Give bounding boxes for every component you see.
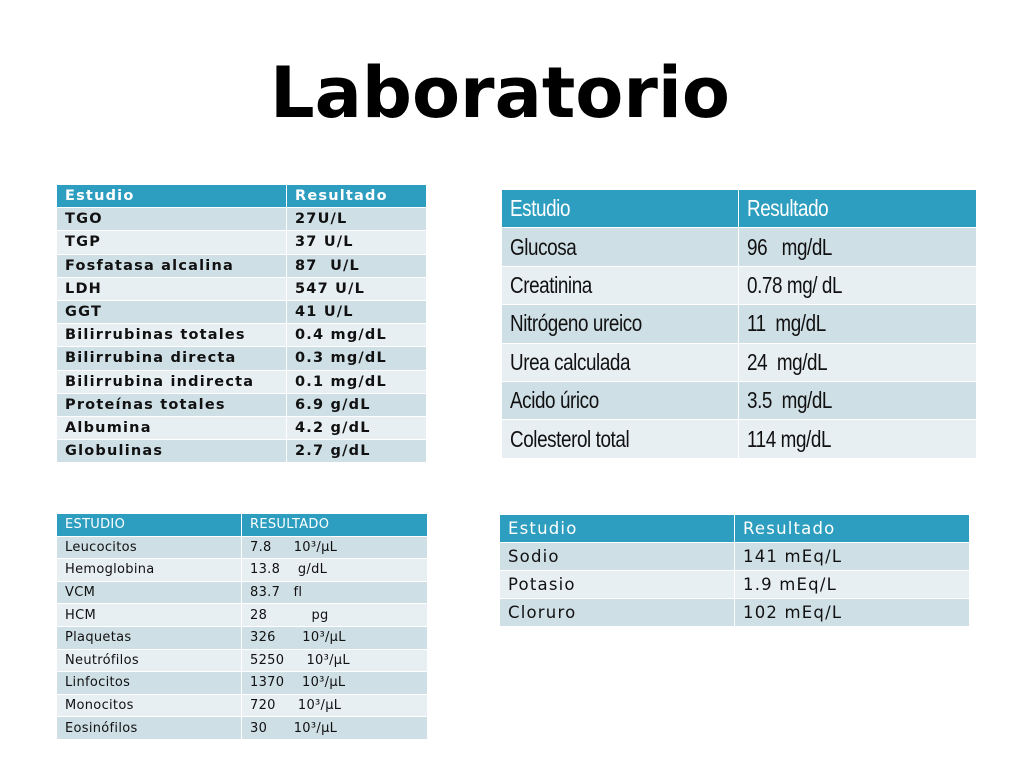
study-cell: HCM <box>57 604 242 627</box>
result-cell: 13.8 g/dL <box>242 559 428 582</box>
table-row <box>57 347 427 370</box>
result-cell: 87 U/L <box>287 254 427 277</box>
liver-panel-table <box>56 184 427 463</box>
study-cell: Bilirrubina directa <box>57 347 287 370</box>
result-cell: 41 U/L <box>287 300 427 323</box>
table-row <box>57 672 428 695</box>
result-cell: 5250 10³/μL <box>242 649 428 672</box>
table-row <box>502 343 977 381</box>
cell-text: 3.5 mg/dL <box>747 387 833 414</box>
table-row <box>57 393 427 416</box>
cell-text: 24 mg/dL <box>747 348 828 375</box>
study-cell: TGO <box>57 208 287 231</box>
result-cell: 1370 10³/μL <box>242 672 428 695</box>
cell-text: Creatinina <box>510 271 592 298</box>
study-cell: Plaquetas <box>57 626 242 649</box>
cell-text: 114 mg/dL <box>747 425 832 452</box>
study-cell: Albumina <box>57 416 287 439</box>
study-cell <box>502 305 739 343</box>
cell-text: Nitrógeno ureico <box>510 310 642 337</box>
table-row <box>57 536 428 559</box>
result-cell: 720 10³/μL <box>242 694 428 717</box>
result-cell: 326 10³/μL <box>242 626 428 649</box>
table-row <box>502 228 977 266</box>
result-cell: 4.2 g/dL <box>287 416 427 439</box>
cell-text: Glucosa <box>510 233 577 260</box>
table-row <box>57 559 428 582</box>
result-cell: 1.9 mEq/L <box>735 571 970 599</box>
table-row <box>57 581 428 604</box>
study-cell: Eosinófilos <box>57 717 242 740</box>
result-cell: 27U/L <box>287 208 427 231</box>
table-row <box>57 300 427 323</box>
result-cell: 83.7 fl <box>242 581 428 604</box>
cell-text: 11 mg/dL <box>747 310 826 337</box>
cell-text: Urea calculada <box>510 348 631 375</box>
study-cell <box>502 381 739 419</box>
table-row <box>57 277 427 300</box>
table-row <box>57 370 427 393</box>
table-row <box>502 381 977 419</box>
study-cell: Leucocitos <box>57 536 242 559</box>
study-cell: Bilirrubina indirecta <box>57 370 287 393</box>
study-cell: Cloruro <box>500 599 735 627</box>
header-label: Resultado <box>747 195 829 222</box>
study-cell <box>502 228 739 266</box>
table-header-row <box>57 185 427 208</box>
table-row <box>57 254 427 277</box>
column-header-resultado: Resultado <box>735 515 970 543</box>
table-row <box>57 231 427 254</box>
table-row <box>502 266 977 304</box>
table-row <box>57 324 427 347</box>
result-cell: 30 10³/μL <box>242 717 428 740</box>
study-cell: Bilirrubinas totales <box>57 324 287 347</box>
result-cell: 141 mEq/L <box>735 543 970 571</box>
cell-text: 0.78 mg/ dL <box>747 271 843 298</box>
table-row <box>500 543 970 571</box>
table-row <box>57 208 427 231</box>
result-cell <box>739 381 977 419</box>
result-cell: 7.8 10³/μL <box>242 536 428 559</box>
study-cell <box>502 343 739 381</box>
renal-panel-table <box>501 189 977 459</box>
study-cell: VCM <box>57 581 242 604</box>
table-row <box>502 420 977 458</box>
result-cell: 0.4 mg/dL <box>287 324 427 347</box>
table-header-row <box>502 190 977 228</box>
study-cell: Fosfatasa alcalina <box>57 254 287 277</box>
result-cell <box>739 305 977 343</box>
table-header-row <box>57 514 428 537</box>
study-cell <box>502 266 739 304</box>
table-row <box>57 416 427 439</box>
study-cell: Monocitos <box>57 694 242 717</box>
slide-title: Laboratorio <box>270 52 730 134</box>
result-cell: 2.7 g/dL <box>287 440 427 463</box>
study-cell: Neutrófilos <box>57 649 242 672</box>
header-label: Estudio <box>510 195 571 222</box>
table-row <box>57 649 428 672</box>
result-cell: 547 U/L <box>287 277 427 300</box>
table-row <box>57 626 428 649</box>
table-header-row <box>500 515 970 543</box>
study-cell: TGP <box>57 231 287 254</box>
electrolytes-table <box>499 514 970 627</box>
column-header-resultado <box>739 190 977 228</box>
table-row <box>57 717 428 740</box>
study-cell: Linfocitos <box>57 672 242 695</box>
study-cell: LDH <box>57 277 287 300</box>
column-header-estudio: ESTUDIO <box>57 514 242 537</box>
table-row <box>57 604 428 627</box>
result-cell <box>739 228 977 266</box>
result-cell: 0.3 mg/dL <box>287 347 427 370</box>
column-header-estudio: Estudio <box>500 515 735 543</box>
study-cell: GGT <box>57 300 287 323</box>
result-cell: 37 U/L <box>287 231 427 254</box>
cell-text: Acido úrico <box>510 387 599 414</box>
cell-text: 96 mg/dL <box>747 233 833 260</box>
table-row <box>500 599 970 627</box>
table-row <box>500 571 970 599</box>
study-cell <box>502 420 739 458</box>
table-row <box>502 305 977 343</box>
study-cell: Sodio <box>500 543 735 571</box>
result-cell <box>739 420 977 458</box>
table-row <box>57 694 428 717</box>
cell-text: Colesterol total <box>510 425 630 452</box>
column-header-resultado: Resultado <box>287 185 427 208</box>
result-cell <box>739 343 977 381</box>
column-header-estudio: Estudio <box>57 185 287 208</box>
column-header-estudio <box>502 190 739 228</box>
result-cell: 102 mEq/L <box>735 599 970 627</box>
study-cell: Hemoglobina <box>57 559 242 582</box>
table-row <box>57 440 427 463</box>
cbc-table <box>56 513 428 740</box>
study-cell: Potasio <box>500 571 735 599</box>
result-cell: 0.1 mg/dL <box>287 370 427 393</box>
result-cell <box>739 266 977 304</box>
study-cell: Proteínas totales <box>57 393 287 416</box>
result-cell: 6.9 g/dL <box>287 393 427 416</box>
column-header-resultado: RESULTADO <box>242 514 428 537</box>
result-cell: 28 pg <box>242 604 428 627</box>
study-cell: Globulinas <box>57 440 287 463</box>
